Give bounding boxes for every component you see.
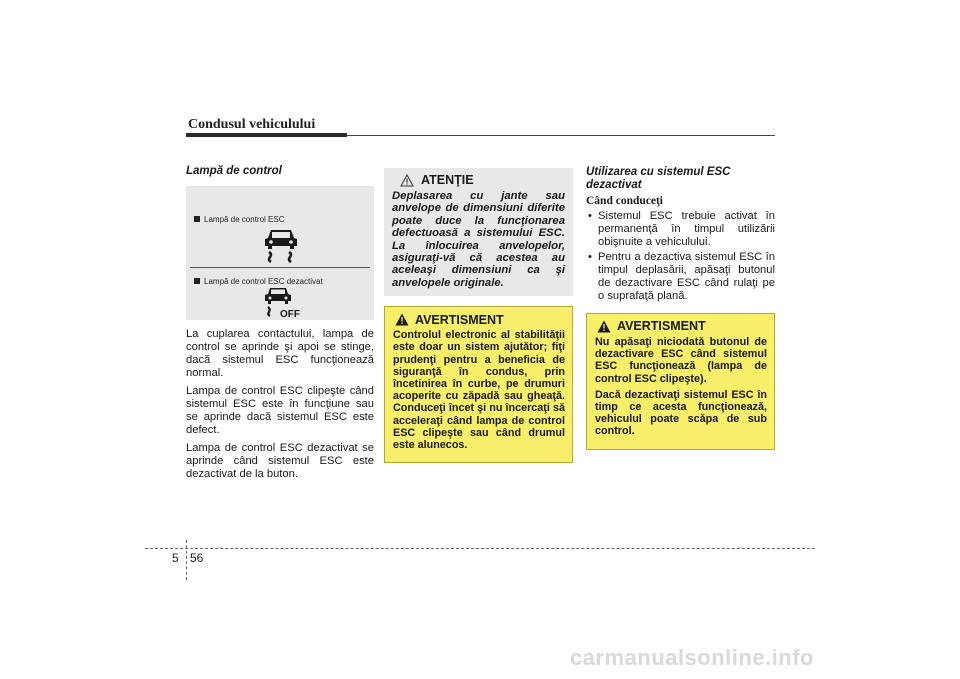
caption-esc: Lampă de control ESC xyxy=(194,213,285,226)
header-rule-thin xyxy=(347,135,775,136)
caution-text: Deplasarea cu jante sau anvelope de dimensiuni diferite poate duce la funcţionarea defectuoasă a sistemului ESC. La înlocuirea anvelopelor, asiguraţi-vă că acestea au aceleaşi dimensiuni ca şi anvelopele originale. xyxy=(392,190,565,289)
watermark: carmanualsonline.info xyxy=(570,645,814,670)
page-number: 56 xyxy=(190,551,204,565)
list-item: • Pentru a dezactiva sistemul ESC în timpul deplasării, apăsaţi butonul de dezactivare ESC când rulaţi pe o suprafaţă plană. xyxy=(586,251,775,303)
warning-text: Nu apăsaţi niciodată butonul de dezactivare ESC când sistemul ESC funcţionează (lampa de control ESC clipeşte). xyxy=(595,336,767,385)
header-rule xyxy=(186,133,347,137)
warning-header xyxy=(595,320,767,333)
esc-skid-car-icon xyxy=(261,226,301,264)
chapter-number: 5 xyxy=(172,551,179,565)
warning-triangle-icon xyxy=(395,313,409,326)
lamp-paragraph: Lampa de control ESC dezactivat se aprinde când sistemul ESC este dezactivat de la buton. xyxy=(186,442,374,480)
warning-header xyxy=(393,313,565,326)
warning-box-2 xyxy=(586,313,775,450)
warning-text: Controlul electronic al stabilităţii este doar un sistem ajutător; fiţi prudenţi pentru a beneficia de siguranţă în condus, prin încetinirea în curbe, pe drumuri acoperite cu zăpadă sau gheaţă. Conduceţi încet şi nu încercaţi să acceleraţi când lampa de control ESC clipeşte sau când drumul este alunecos. xyxy=(393,329,565,452)
caution-header xyxy=(392,174,565,187)
esc-off-list xyxy=(586,210,775,303)
warning-triangle-icon xyxy=(597,320,611,333)
off-label: OFF xyxy=(280,309,300,318)
caution-triangle-icon xyxy=(400,174,414,187)
lamp-heading: Lampă de control xyxy=(186,165,282,177)
warning-title: AVERTISMENT xyxy=(617,319,706,334)
footer-divider xyxy=(186,540,187,580)
esc-off-subheading: Când conduceţi xyxy=(586,195,663,207)
notice-column xyxy=(384,168,573,463)
warning-text: Dacă dezactivaţi sistemul ESC în timp ce acesta funcţionează, vehiculul poate scăpa de sub control. xyxy=(595,388,767,438)
lamp-figure xyxy=(186,186,374,320)
section-title: Condusul vehiculului xyxy=(188,117,316,132)
lamp-paragraph: Lampa de control ESC clipeşte când sistemul ESC este în funcţiune sau se aprinde dacă sistemul ESC este defect. xyxy=(186,385,374,436)
lamp-column xyxy=(186,165,374,486)
caution-box xyxy=(384,168,573,296)
warning-title: AVERTISMENT xyxy=(415,312,504,327)
lamp-paragraph: La cuplarea contactului, lampa de control se aprinde şi apoi se stinge, dacă sistemul ESC funcţionează normal. xyxy=(186,328,374,379)
figure-divider xyxy=(190,267,370,268)
esc-off-heading: Utilizarea cu sistemul ESC dezactivat xyxy=(586,166,731,191)
footer-rule xyxy=(145,548,815,549)
esc-off-column xyxy=(586,166,775,450)
caption-esc-off: Lampă de control ESC dezactivat xyxy=(194,275,323,288)
esc-off-skid-car-icon xyxy=(260,286,304,318)
caution-title: ATENŢIE xyxy=(421,173,474,188)
warning-box xyxy=(384,306,573,463)
list-item: • Sistemul ESC trebuie activat în permanenţă în timpul utilizării obişnuite a vehiculului. xyxy=(586,210,775,249)
